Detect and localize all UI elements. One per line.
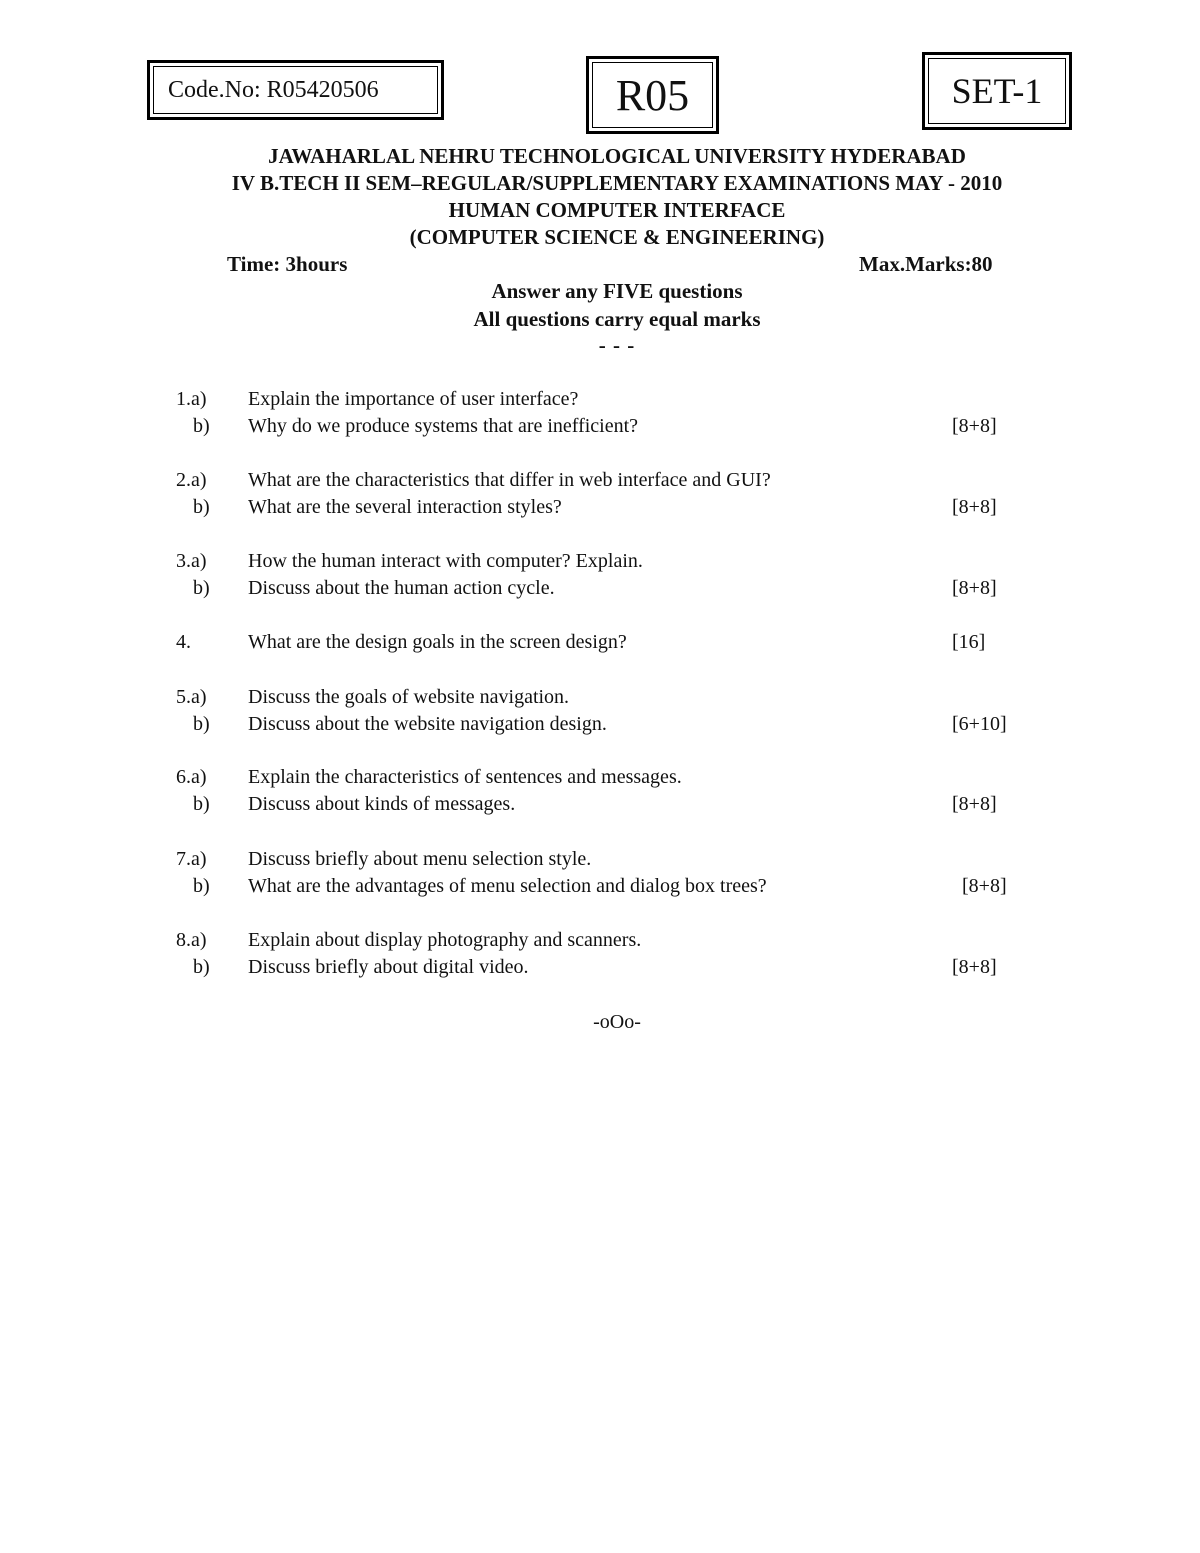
- instruction-line-1: Answer any FIVE questions: [491, 279, 743, 303]
- separator: - - -: [598, 333, 636, 357]
- question-marks: [8+8]: [952, 793, 997, 815]
- question-text: Explain the importance of user interface?: [248, 388, 579, 410]
- subquestion-text: Discuss briefly about digital video.: [248, 956, 529, 978]
- question-text: Discuss the goals of website navigation.: [248, 686, 570, 708]
- question-marks: [6+10]: [952, 713, 1007, 735]
- question-text: How the human interact with computer? Explain.: [248, 550, 643, 572]
- max-marks: Max.Marks:80: [859, 252, 993, 276]
- question-text: Explain the characteristics of sentences and messages.: [248, 766, 682, 788]
- subquestion-number: b): [193, 713, 210, 735]
- question-number: 8.a): [176, 929, 207, 951]
- question-marks: [8+8]: [962, 875, 1007, 897]
- question-number: 7.a): [176, 848, 207, 870]
- question-text: Discuss briefly about menu selection style.: [248, 848, 592, 870]
- regulation-box: [586, 56, 719, 134]
- code-number: Code.No: R05420506: [153, 66, 438, 114]
- end-of-paper-marker: -oOo-: [593, 1011, 641, 1033]
- code-number-box: [147, 60, 444, 120]
- subquestion-text: What are the several interaction styles?: [248, 496, 562, 518]
- question-number: 5.a): [176, 686, 207, 708]
- question-marks: [8+8]: [952, 956, 997, 978]
- question-number: 6.a): [176, 766, 207, 788]
- question-number: 2.a): [176, 469, 207, 491]
- set-number: SET-1: [928, 58, 1066, 124]
- exam-time: Time: 3hours: [227, 252, 348, 276]
- subquestion-text: Discuss about kinds of messages.: [248, 793, 516, 815]
- instruction-line-2: All questions carry equal marks: [473, 307, 761, 331]
- exam-title: IV B.TECH II SEM–REGULAR/SUPPLEMENTARY EXAMINATIONS MAY - 2010: [231, 171, 1003, 195]
- subject-title: HUMAN COMPUTER INTERFACE: [448, 198, 786, 222]
- regulation-code: R05: [592, 62, 713, 128]
- question-number: 3.a): [176, 550, 207, 572]
- subquestion-text: Discuss about the human action cycle.: [248, 577, 555, 599]
- question-text: What are the characteristics that differ in web interface and GUI?: [248, 469, 771, 491]
- question-marks: [8+8]: [952, 577, 997, 599]
- branch-title: (COMPUTER SCIENCE & ENGINEERING): [409, 225, 825, 249]
- question-number: 1.a): [176, 388, 207, 410]
- subquestion-text: What are the advantages of menu selection and dialog box trees?: [248, 875, 767, 897]
- question-marks: [8+8]: [952, 496, 997, 518]
- subquestion-text: Discuss about the website navigation design.: [248, 713, 607, 735]
- subquestion-number: b): [193, 875, 210, 897]
- question-number: 4.: [176, 631, 191, 653]
- set-box: [922, 52, 1072, 130]
- question-text: What are the design goals in the screen design?: [248, 631, 627, 653]
- subquestion-number: b): [193, 577, 210, 599]
- university-name: JAWAHARLAL NEHRU TECHNOLOGICAL UNIVERSITY HYDERABAD: [268, 144, 966, 168]
- question-marks: [16]: [952, 631, 986, 653]
- question-marks: [8+8]: [952, 415, 997, 437]
- subquestion-number: b): [193, 496, 210, 518]
- subquestion-number: b): [193, 415, 210, 437]
- subquestion-number: b): [193, 956, 210, 978]
- question-text: Explain about display photography and scanners.: [248, 929, 642, 951]
- subquestion-text: Why do we produce systems that are inefficient?: [248, 415, 639, 437]
- subquestion-number: b): [193, 793, 210, 815]
